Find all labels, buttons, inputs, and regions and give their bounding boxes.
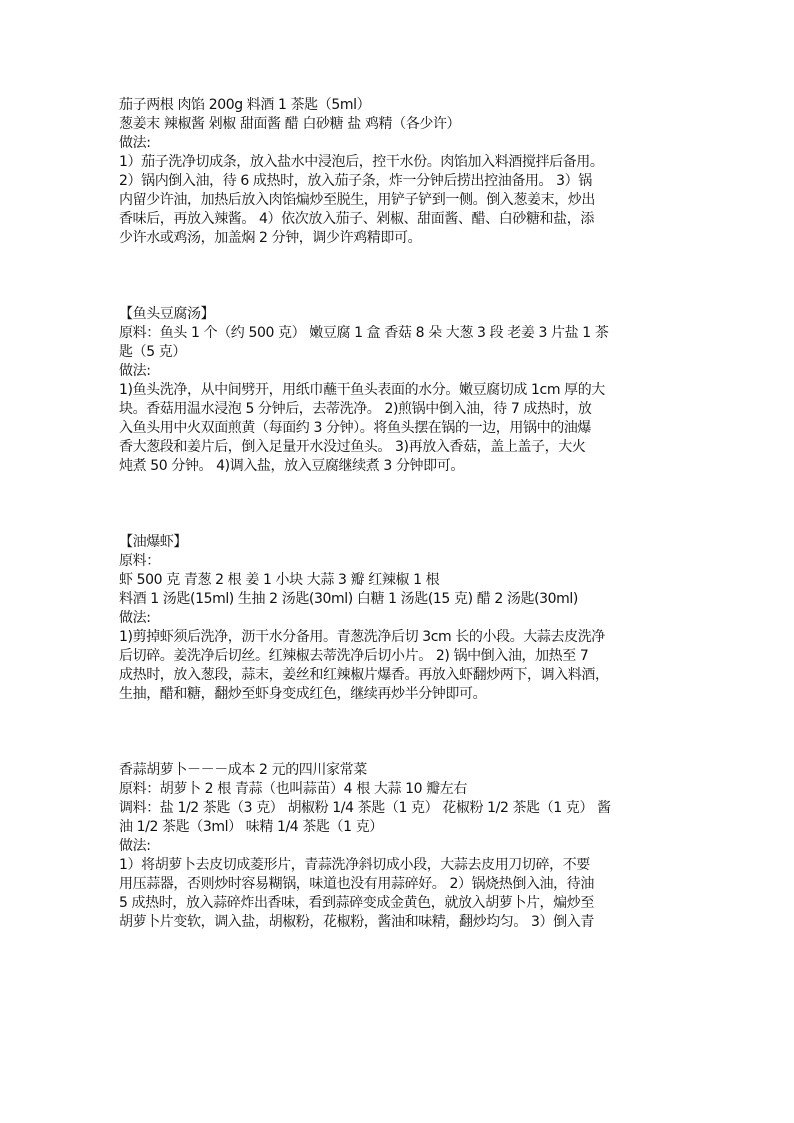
method-line: 香味后，再放入辣酱。 4）依次放入茄子、剁椒、甜面酱、醋、白砂糖和盐，添	[119, 211, 594, 227]
method-line: 5 成热时，放入蒜碎炸出香味，看到蒜碎变成金黄色，就放入胡萝卜片，煸炒至	[119, 895, 594, 911]
method-line: 成热时，放入葱段，蒜末，姜丝和红辣椒片爆香。再放入虾翻炒两下，调入料酒，	[119, 667, 609, 683]
method-line: 1)鱼头洗净，从中间劈开，用纸巾蘸干鱼头表面的水分。嫩豆腐切成 1cm 厚的大	[119, 382, 605, 398]
ingredients-heading: 原料：	[119, 553, 160, 569]
method-line: 1）将胡萝卜去皮切成菱形片，青蒜洗净斜切成小段，大蒜去皮用刀切碎，不要	[119, 857, 590, 873]
method-line: 2）锅内倒入油，待 6 成热时，放入茄子条，炸一分钟后捞出控油备用。 3）锅	[119, 173, 592, 189]
recipe-garlic-carrot	[119, 761, 685, 932]
method-line: 少许水或鸡汤，加盖焖 2 分钟，调少许鸡精即可。	[119, 230, 422, 246]
document-page	[119, 96, 685, 932]
method-heading: 做法:	[119, 135, 151, 151]
recipe-title: 【油爆虾】	[119, 534, 187, 550]
method-line: 香大葱段和姜片后，倒入足量开水没过鱼头。 3)再放入香菇，盖上盖子，大火	[119, 439, 586, 455]
method-heading: 做法:	[119, 610, 151, 626]
method-line: 炖煮 50 分钟。 4)调入盐，放入豆腐继续煮 3 分钟即可。	[119, 458, 464, 474]
seasonings-line: 油 1/2 茶匙（3ml） 味精 1/4 茶匙（1 克）	[119, 819, 383, 835]
seasonings-line: 葱姜末 辣椒酱 剁椒 甜面酱 醋 白砂糖 盐 鸡精（各少许）	[119, 116, 461, 132]
recipe-title: 香蒜胡萝卜－－－成本 2 元的四川家常菜	[119, 762, 367, 778]
ingredients-line: 匙（5 克）	[119, 344, 186, 360]
method-heading: 做法:	[119, 363, 151, 379]
method-line: 块。香菇用温水浸泡 5 分钟后，去蒂洗净。 2)煎锅中倒入油，待 7 成热时，放	[119, 401, 592, 417]
method-line: 入鱼头用中火双面煎黄（每面约 3 分钟）。将鱼头摆在锅的一边，用锅中的油爆	[119, 420, 592, 436]
method-line: 生抽，醋和糖，翻炒至虾身变成红色，继续再炒半分钟即可。	[119, 686, 487, 702]
ingredients-line: 原料：鱼头 1 个（约 500 克） 嫩豆腐 1 盒 香菇 8 朵 大葱 3 段 老姜 3 片盐 1 茶	[119, 325, 609, 341]
ingredients-line: 虾 500 克 青葱 2 根 姜 1 小块 大蒜 3 瓣 红辣椒 1 根	[119, 572, 440, 588]
method-heading: 做法:	[119, 838, 151, 854]
ingredients-line: 茄子两根 肉馅 200g 料酒 1 茶匙（5ml）	[119, 97, 371, 113]
recipe-fish-head-tofu-soup	[119, 305, 685, 476]
recipe-title: 【鱼头豆腐汤】	[119, 306, 215, 322]
method-line: 内留少许油，加热后放入肉馅煸炒至脱生，用铲子铲到一侧。倒入葱姜末，炒出	[119, 192, 595, 208]
ingredients-line: 原料：胡萝卜 2 根 青蒜（也叫蒜苗）4 根 大蒜 10 瓣左右	[119, 781, 467, 797]
seasonings-line: 调料：盐 1/2 茶匙（3 克） 胡椒粉 1/4 茶匙（1 克） 花椒粉 1/2 茶匙（1 克） 酱	[119, 800, 611, 816]
method-line: 胡萝卜片变软，调入盐，胡椒粉，花椒粉，酱油和味精，翻炒均匀。 3）倒入青	[119, 914, 594, 930]
method-line: 后切碎。姜洗净后切丝。红辣椒去蒂洗净后切小片。 2) 锅中倒入油，加热至 7	[119, 648, 589, 664]
recipe-eggplant	[119, 96, 685, 248]
method-line: 用压蒜器，否则炒时容易糊锅，味道也没有用蒜碎好。 2）锅烧热倒入油，待油	[119, 876, 594, 892]
method-line: 1)剪掉虾须后洗净，沥干水分备用。青葱洗净后切 3cm 长的小段。大蒜去皮洗净	[119, 629, 605, 645]
recipe-oil-fried-shrimp	[119, 533, 685, 704]
seasonings-line: 料酒 1 汤匙(15ml) 生抽 2 汤匙(30ml) 白糖 1 汤匙(15 克) 醋 2 汤匙(30ml)	[119, 591, 578, 607]
method-line: 1）茄子洗净切成条，放入盐水中浸泡后，控干水份。肉馅加入料酒搅拌后备用。	[119, 154, 604, 170]
